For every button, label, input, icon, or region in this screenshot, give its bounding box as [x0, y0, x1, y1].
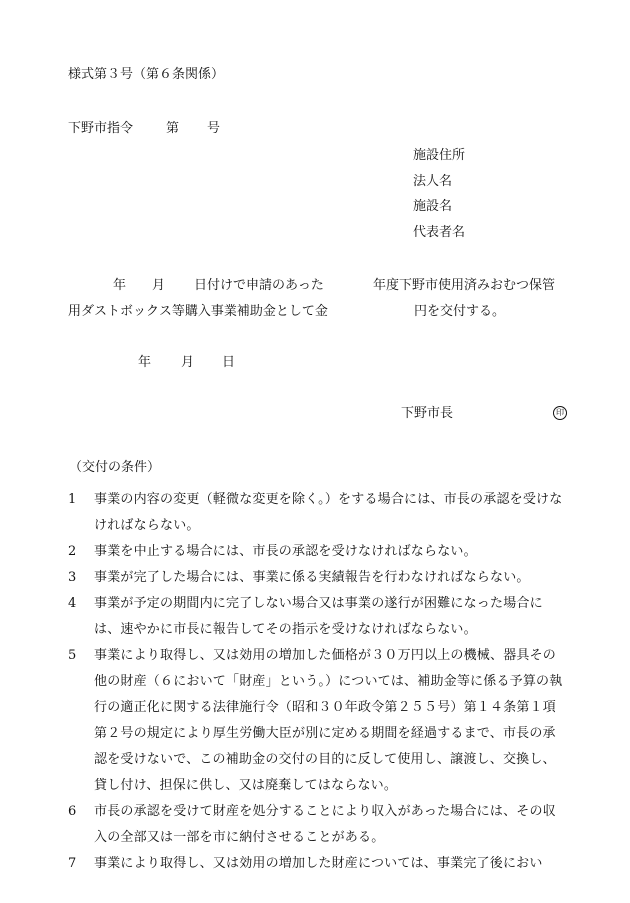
condition-text: 事業が完了した場合には、事業に係る実績報告を行わなければならない。 — [94, 570, 530, 585]
ref-city: 下野市指令 — [68, 121, 134, 136]
condition-text: 事業が予定の期間内に完了しない場合又は事業の遂行が困難になった場合には、速やかに市長に報告してその指示を受けなければならない。 — [94, 596, 543, 637]
condition-text: 市長の承認を受けて財産を処分することにより収入があった場合には、その収入の全部又は一部を市に納付させることがある。 — [94, 804, 556, 845]
body-date-clause: 日付けで申請のあった — [194, 278, 324, 293]
recipient-facility: 施設名 — [413, 199, 453, 214]
condition-number: 5 — [68, 648, 77, 663]
condition-item — [68, 591, 568, 643]
seal-icon: 印 — [553, 406, 567, 420]
condition-number: 4 — [68, 596, 77, 611]
condition-item — [68, 851, 568, 877]
body-program: 年度下野市使用済みおむつ保管 — [373, 278, 556, 293]
condition-text: 事業を中止する場合には、市長の承認を受けなければならない。 — [94, 544, 477, 559]
condition-item — [68, 643, 568, 799]
condition-item — [68, 565, 568, 591]
condition-text: 事業の内容の変更（軽微な変更を除く。）をする場合には、市長の承認を受けなければならない。 — [94, 492, 563, 533]
ref-go: 号 — [207, 121, 221, 136]
body-year: 年 — [113, 278, 127, 293]
recipient-address: 施設住所 — [413, 148, 466, 163]
condition-text: 事業により取得し、又は効用の増加した価格が３０万円以上の機械、器具その他の財産（６において「財産」という。）については、補助金等に係る予算の執行の適正化に関する法律施行令（昭和３０年政令第２５５号）第１４条第１項第２号の規定により厚生労働大臣が別に定める期間を経過するまで、市長の承認を受けないで、この補助金の交付の目的に反して使用し、譲渡し、交換し、貸し付け、担保に供し、又は廃棄してはならない。 — [94, 648, 563, 793]
condition-item — [68, 487, 568, 539]
form-title: 様式第３号（第６条関係） — [68, 67, 225, 82]
body-line2-end: 円を交付する。 — [414, 304, 506, 319]
condition-item — [68, 539, 568, 565]
issue-day: 日 — [222, 355, 236, 370]
conditions-title: （交付の条件） — [69, 460, 161, 475]
condition-number: 7 — [68, 856, 77, 871]
condition-number: 2 — [68, 544, 77, 559]
condition-number: 3 — [68, 570, 77, 585]
body-month: 月 — [152, 278, 166, 293]
recipient-representative: 代表者名 — [413, 225, 466, 240]
condition-number: 1 — [68, 492, 77, 507]
body-line2-start: 用ダストボックス等購入事業補助金として金 — [68, 304, 328, 319]
condition-item — [68, 799, 568, 851]
issue-month: 月 — [181, 355, 195, 370]
recipient-corp: 法人名 — [413, 174, 453, 189]
signature-title: 下野市長 — [401, 406, 454, 421]
seal-mark — [553, 406, 567, 420]
condition-number: 6 — [68, 804, 77, 819]
conditions-section — [68, 461, 568, 877]
condition-text: 事業により取得し、又は効用の増加した財産については、事業完了後におい — [94, 856, 543, 871]
issue-year: 年 — [138, 355, 152, 370]
ref-dai: 第 — [166, 121, 180, 136]
